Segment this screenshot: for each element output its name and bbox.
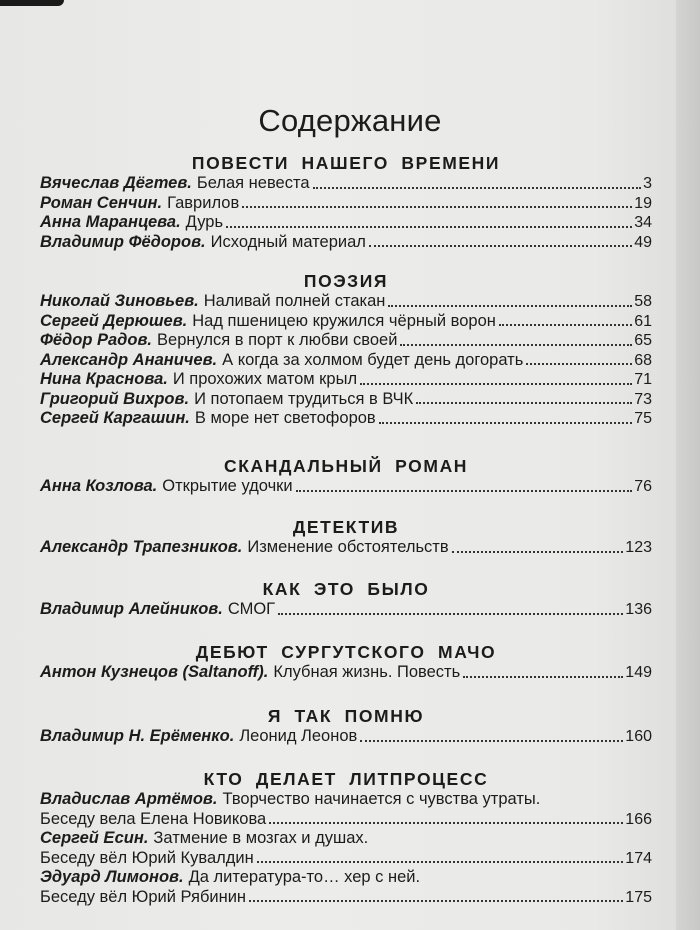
toc-entry [40,663,652,683]
dot-leader [242,206,632,208]
entry-author: Эдуард Лимонов. [40,868,184,886]
toc-entry [40,331,652,351]
dot-leader [452,551,624,553]
entry-title: Да литература-то… хер с ней. [188,868,421,886]
dot-leader [360,383,632,385]
entry-author: Анна Маранцева. [40,213,181,231]
entry-title: Наливай полней стакан [203,292,386,310]
dot-leader [400,344,632,346]
entry-page: 149 [625,664,652,681]
entry-title: В море нет светофоров [194,409,376,427]
toc-entry-line [40,810,652,830]
entry-author: Фёдор Радов. [40,331,153,349]
section-heading: КАК ЭТО БЫЛО [262,579,430,599]
entry-title: Творчество начинается с чувства утраты. [222,790,541,808]
entry-author: Роман Сенчин. [40,193,163,212]
entry-interviewer: Беседу вёл Юрий Кувалдин [40,848,254,867]
entry-page: 34 [634,214,652,231]
entry-page: 123 [625,539,652,556]
section-heading: ДЕБЮТ СУРГУТСКОГО МАЧО [195,642,497,662]
dot-leader [463,676,623,678]
toc-entry [40,312,652,332]
toc-entry-line [40,829,652,849]
toc-entry [40,351,652,371]
dot-leader [257,861,624,863]
entry-title: Открытие удочки [162,477,293,495]
toc-entry [40,727,652,747]
entry-page: 75 [634,410,652,427]
section-heading: ПОВЕСТИ НАШЕГО ВРЕМЕНИ [191,153,501,173]
toc-entry [40,370,652,390]
entry-page: 136 [625,601,652,618]
entry-interviewer: Беседу вела Елена Новикова [40,809,267,828]
entry-author: Вячеслав Дёгтев. [40,174,192,192]
entry-author: Сергей Есин. [40,829,149,847]
entry-title: Клубная жизнь. Повесть [273,663,461,681]
toc-section [40,270,652,429]
entry-author: Владимир Алейников. [40,600,223,618]
dot-leader [313,187,642,189]
entry-page: 61 [634,312,652,330]
entry-title: Изменение обстоятельств [247,538,449,556]
entry-title: И прохожих матом крыл [172,370,358,388]
entry-author: Григорий Вихров. [40,389,190,408]
entry-page: 49 [634,233,652,251]
dot-leader [388,305,632,307]
dot-leader [249,900,623,902]
toc-section [40,641,652,683]
dot-leader [278,613,623,615]
entry-title: Вернулся в порт к любви своей [157,331,398,349]
section-heading: ДЕТЕКТИВ [292,517,400,537]
entry-page: 73 [634,390,652,408]
entry-page: 58 [634,293,652,310]
toc-entry [40,829,652,868]
entry-author: Анна Козлова. [40,477,158,495]
entry-author: Нина Краснова. [40,370,168,388]
dot-leader [360,740,623,742]
toc-entry [40,194,652,214]
entry-author: Владислав Артёмов. [40,790,218,808]
dot-leader [226,226,632,228]
dot-leader [379,422,633,424]
dot-leader [526,363,632,365]
page-edge-mark [0,0,64,6]
entry-title: А когда за холмом будет день догорать [222,350,524,369]
toc-entry [40,868,652,907]
entry-author: Александр Ананичев. [40,350,218,369]
toc-entry-line [40,868,652,888]
entry-author: Антон Кузнецов (Saltanoff). [40,663,269,681]
toc-entry [40,213,652,233]
toc-entry [40,174,652,194]
entry-interviewer: Беседу вёл Юрий Рябинин [40,887,247,906]
entry-author: Сергей Дерюшев. [40,311,188,330]
section-heading: КТО ДЕЛАЕТ ЛИТПРОЦЕСС [203,769,489,789]
entry-page: 76 [634,478,652,495]
entry-title: И потопаем трудиться в ВЧК [194,389,414,408]
toc-entry [40,600,652,620]
toc-entry [40,390,652,410]
entry-title: Затмение в мозгах и душах. [153,829,369,847]
entry-title: Исходный материал [210,232,366,251]
entry-page: 174 [625,849,652,867]
dot-leader [369,245,632,247]
section-heading: СКАНДАЛЬНЫЙ РОМАН [223,456,469,476]
entry-author: Николай Зиновьев. [40,292,199,310]
page-title: Содержание [258,103,442,138]
adjacent-page-edge [676,0,700,930]
entry-page: 160 [625,728,652,745]
entry-author: Сергей Каргашин. [40,409,190,427]
entry-author: Владимир Фёдоров. [40,232,206,251]
dot-leader [269,822,623,824]
toc-entry [40,538,652,558]
toc-section [40,578,652,620]
entry-page: 3 [643,175,652,192]
toc-entry-line [40,790,652,810]
section-heading: ПОЭЗИЯ [303,271,389,291]
section-heading: Я ТАК ПОМНЮ [267,706,425,726]
toc-entry-line [40,888,652,908]
entry-page: 65 [634,332,652,349]
dot-leader [499,324,632,326]
toc-entry-line [40,849,652,869]
toc-entry [40,233,652,253]
entry-page: 71 [634,371,652,388]
entry-page: 175 [625,888,652,906]
entry-title: Леонид Леонов [239,727,358,745]
dot-leader [296,490,633,492]
toc-entry [40,790,652,829]
toc-section [40,516,652,558]
entry-page: 19 [634,194,652,212]
entry-author: Александр Трапезников. [40,538,243,556]
toc-section [40,705,652,747]
toc-section [40,455,652,497]
entry-title: Дурь [185,213,224,231]
toc-entry [40,477,652,497]
entry-title: СМОГ [227,600,276,618]
toc-entry [40,292,652,312]
entry-author: Владимир Н. Ерёменко. [40,727,235,745]
entry-page: 68 [634,351,652,369]
entry-page: 166 [625,810,652,828]
toc-section [40,152,652,252]
toc-entry [40,409,652,429]
entry-title: Над пшеницею кружился чёрный ворон [192,311,496,330]
entry-title: Белая невеста [196,174,310,192]
dot-leader [416,402,632,404]
toc-section [40,768,652,907]
entry-title: Гаврилов [167,193,240,212]
